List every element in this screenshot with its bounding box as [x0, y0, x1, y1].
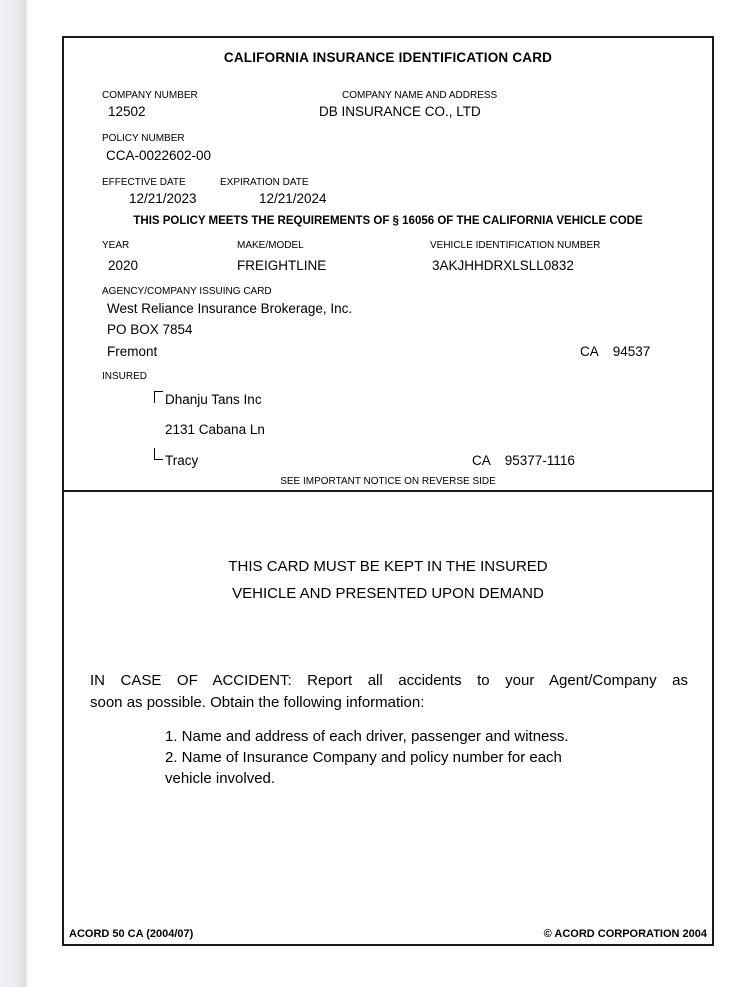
accident-instructions-line1: IN CASE OF ACCIDENT: Report all accidents to your Agent/Company as: [90, 672, 688, 689]
insured-state: CA: [472, 453, 491, 468]
reverse-side-notice: SEE IMPORTANT NOTICE ON REVERSE SIDE: [280, 476, 496, 487]
insurance-id-card: [62, 36, 714, 946]
copyright: © ACORD CORPORATION 2004: [543, 928, 707, 940]
address-window-corner-top-icon: [154, 391, 163, 403]
requirements-statement: THIS POLICY MEETS THE REQUIREMENTS OF § 16056 OF THE CALIFORNIA VEHICLE CODE: [133, 215, 643, 227]
make-model-label: MAKE/MODEL: [237, 240, 304, 251]
insured-name: Dhanju Tans Inc: [165, 392, 262, 407]
accident-item-2-line1: 2. Name of Insurance Company and policy number for each: [165, 749, 562, 766]
accident-instructions-line2: soon as possible. Obtain the following information:: [90, 694, 425, 711]
kept-in-vehicle-line1: THIS CARD MUST BE KEPT IN THE INSURED: [228, 558, 548, 575]
accident-instructions: [90, 670, 688, 714]
agency-city: Fremont: [107, 344, 158, 359]
insured-city: Tracy: [165, 453, 199, 468]
insured-state-zip: [472, 453, 575, 468]
vin-label: VEHICLE IDENTIFICATION NUMBER: [430, 240, 601, 251]
expiration-date-label: EXPIRATION DATE: [220, 177, 309, 188]
card-title: CALIFORNIA INSURANCE IDENTIFICATION CARD: [223, 50, 553, 65]
agency-zip: 94537: [612, 344, 651, 359]
policy-number-value: CCA-0022602-00: [106, 148, 212, 163]
effective-date-value: 12/21/2023: [129, 191, 197, 206]
form-number: ACORD 50 CA (2004/07): [69, 928, 194, 940]
agency-name: West Reliance Insurance Brokerage, Inc.: [107, 301, 353, 316]
company-number-value: 12502: [108, 104, 146, 119]
insured-address: 2131 Cabana Ln: [165, 422, 265, 437]
effective-date-label: EFFECTIVE DATE: [102, 177, 186, 188]
agency-po-box: PO BOX 7854: [107, 322, 193, 337]
company-number-label: COMPANY NUMBER: [102, 90, 198, 101]
year-value: 2020: [108, 258, 139, 273]
company-name-value: DB INSURANCE CO., LTD: [319, 104, 481, 119]
make-model-value: FREIGHTLINE: [237, 258, 327, 273]
viewer-gutter: [0, 0, 28, 987]
accident-item-2-line2: vehicle involved.: [165, 770, 276, 787]
card-section-divider: [62, 490, 714, 492]
agency-label: AGENCY/COMPANY ISSUING CARD: [102, 286, 272, 297]
expiration-date-value: 12/21/2024: [259, 191, 327, 206]
vin-value: 3AKJHHDRXLSLL0832: [432, 258, 574, 273]
kept-in-vehicle-line2: VEHICLE AND PRESENTED UPON DEMAND: [232, 585, 544, 602]
agency-state-zip: [580, 344, 650, 359]
agency-state: CA: [580, 344, 599, 359]
document-page: [28, 0, 752, 987]
insured-zip: 95377-1116: [504, 453, 575, 468]
accident-item-1: 1. Name and address of each driver, passenger and witness.: [165, 728, 569, 745]
year-label: YEAR: [102, 240, 130, 251]
company-name-label: COMPANY NAME AND ADDRESS: [342, 90, 498, 101]
address-window-corner-bottom-icon: [154, 448, 163, 460]
policy-number-label: POLICY NUMBER: [102, 133, 185, 144]
insured-label: INSURED: [102, 371, 148, 382]
